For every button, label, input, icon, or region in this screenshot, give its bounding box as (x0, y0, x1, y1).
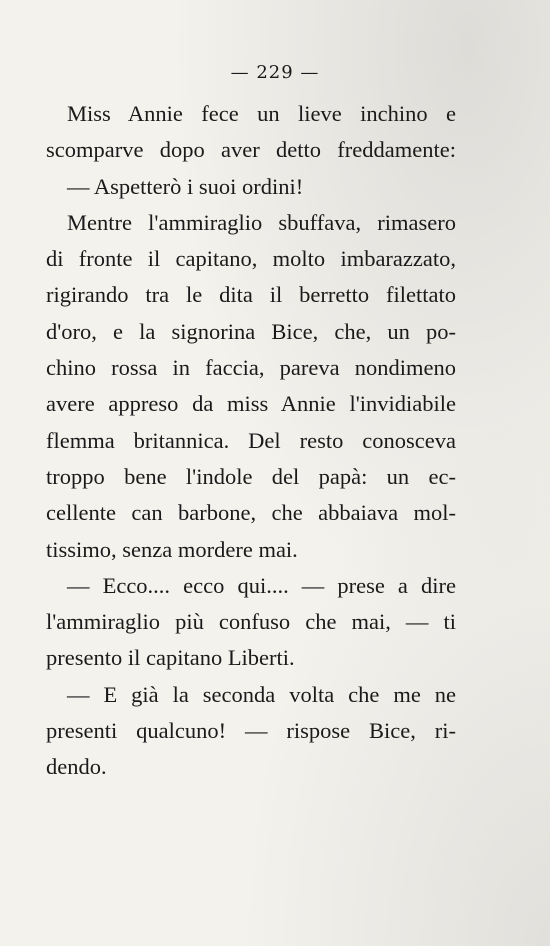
text-line: tissimo, senza mordere mai. (46, 536, 298, 562)
text-line: presenti qualcuno! — rispose Bice, ri- (46, 718, 456, 744)
text-line: troppo bene l'indole del papà: un ec- (46, 463, 456, 489)
text-line: chino rossa in faccia, pareva nondimeno (46, 355, 456, 381)
text-line: rigirando tra le dita il berretto filettato (46, 282, 456, 308)
text-line: avere appreso da miss Annie l'invidiabile (46, 391, 456, 417)
text-line: presento il capitano Liberti. (46, 645, 295, 671)
text-line: Mentre l'ammiraglio sbuffava, rimasero (67, 209, 456, 235)
text-line: — E già la seconda volta che me ne (67, 681, 456, 707)
text-line: — Aspetterò i suoi ordini! (67, 173, 304, 199)
text-line: — Ecco.... ecco qui.... — prese a dire (67, 572, 456, 598)
body-text (46, 96, 456, 786)
text-line: Miss Annie fece un lieve inchino e (67, 101, 456, 126)
text-line: dendo. (46, 754, 107, 780)
text-line: flemma britannica. Del resto conosceva (46, 427, 456, 453)
text-line: d'oro, e la signorina Bice, che, un po- (46, 318, 456, 344)
page-number: — 229 — (230, 62, 320, 83)
text-line: cellente can barbone, che abbaiava mol- (46, 500, 456, 526)
text-line: di fronte il capitano, molto imbarazzato, (46, 246, 456, 272)
text-line: l'ammiraglio più confuso che mai, — ti (46, 609, 456, 635)
text-line: scomparve dopo aver detto freddamente: (46, 137, 456, 163)
